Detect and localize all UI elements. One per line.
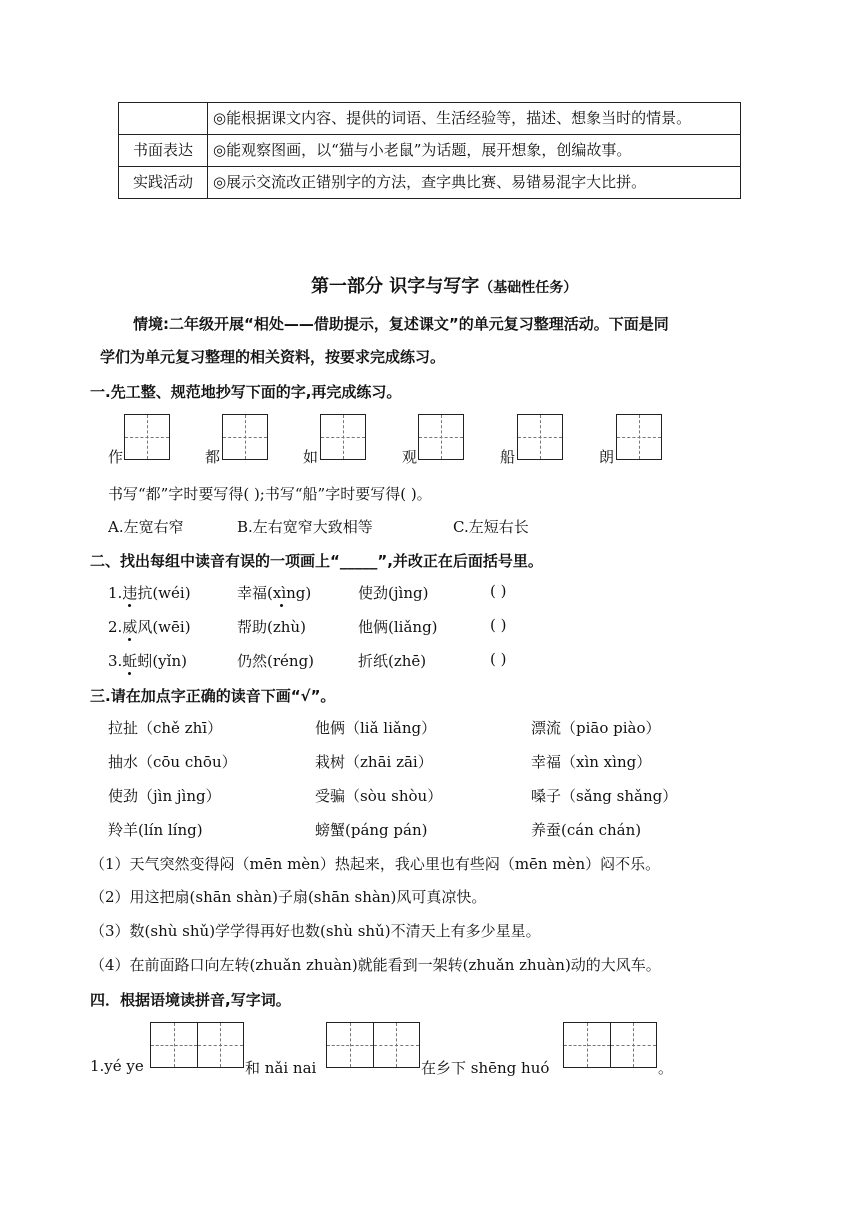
copy-char: 观 [402, 448, 418, 466]
row-number: 3. [108, 652, 123, 670]
table-row [119, 103, 741, 135]
q2-row [108, 582, 191, 603]
word-char: 他 [358, 618, 374, 636]
dotted-char: 蚯 [122, 652, 138, 670]
part-title-sub: （基础性任务） [479, 280, 578, 296]
table-row [119, 135, 741, 167]
answer-blank[interactable]: ( ) [490, 650, 507, 668]
q3-sentence[interactable]: （4）在前面路口向左转(zhuǎn zhuàn)就能看到一架转(zhuǎn zhuàn)动的大风车。 [90, 956, 661, 974]
q3-item[interactable]: 养蚕(cán chán) [531, 821, 642, 839]
table-content-cell: ◎能观察图画，以“猫与小老鼠”为话题，展开想象，创编故事。 [208, 135, 741, 167]
q3-heading: 三.请在加点字正确的读音下画“√”。 [90, 687, 336, 705]
pinyin-item: 纸(zhē) [373, 652, 427, 670]
q4-end: 。 [658, 1059, 674, 1077]
context-line-2: 学们为单元复习整理的相关资料，按要求完成练习。 [100, 348, 446, 366]
q2-row [108, 616, 191, 637]
word-char: 折 [358, 652, 374, 670]
writing-grid[interactable] [616, 414, 662, 460]
table-content-cell: ◎能根据课文内容、提供的词语、生活经验等，描述、想象当时的情景。 [208, 103, 741, 135]
row-number: 2. [108, 618, 123, 636]
writing-grid[interactable] [418, 414, 464, 460]
table-content-cell: ◎展示交流改正错别字的方法，查字典比赛、易错易混字大比拼。 [208, 167, 741, 199]
part-title [311, 272, 577, 298]
q2-item [358, 650, 426, 671]
q4-heading: 四．根据语境读拼音,写字词。 [90, 991, 291, 1009]
table-category-cell: 实践活动 [119, 167, 208, 199]
pinyin-writing-box[interactable] [326, 1022, 420, 1068]
q1-option-a: A.左宽右窄 [108, 518, 184, 536]
q3-item[interactable]: 嗓子（sǎng shǎng） [531, 787, 678, 805]
pinyin-writing-box[interactable] [150, 1022, 244, 1068]
pinyin-item: 助(zhù) [252, 618, 306, 636]
word-char: 仍 [237, 652, 253, 670]
q3-item[interactable]: 抽水（cōu chōu） [108, 753, 237, 771]
writing-grid[interactable] [517, 414, 563, 460]
q3-item[interactable]: 螃蟹(páng pán) [315, 821, 428, 839]
pinyin-item: 风(wēi) [137, 618, 191, 636]
answer-blank[interactable]: ( ) [490, 582, 507, 600]
row-number: 1. [108, 584, 123, 602]
q4-mid-2: 在乡下 shēng huó [421, 1059, 550, 1077]
dotted-char: 违 [122, 584, 138, 602]
writing-grid[interactable] [124, 414, 170, 460]
copy-char: 朗 [599, 448, 615, 466]
pinyin-item: 然(réng) [252, 652, 315, 670]
word-char: 使 [358, 584, 374, 602]
pinyin-writing-box[interactable] [563, 1022, 657, 1068]
pinyin-item: 福(xìng) [252, 584, 312, 602]
objectives-table [118, 102, 741, 199]
copy-char: 船 [500, 448, 516, 466]
q3-sentence[interactable]: （1）天气突然变得闷（mēn mèn）热起来，我心里也有些闷（mēn mèn）闷不乐。 [90, 855, 661, 873]
writing-grid[interactable] [222, 414, 268, 460]
q1-heading: 一.先工整、规范地抄写下面的字,再完成练习。 [90, 383, 402, 401]
q1-option-b: B.左右宽窄大致相等 [237, 518, 373, 536]
q4-mid-1: 和 nǎi nai [245, 1059, 317, 1077]
q3-sentence[interactable]: （3）数(shù shǔ)学学得再好也数(shù shǔ)不清天上有多少星星。 [90, 922, 541, 940]
pinyin-item: 抗(wéi) [137, 584, 191, 602]
table-category-cell: 书面表达 [119, 135, 208, 167]
q2-row [108, 650, 187, 671]
copy-char: 如 [303, 448, 319, 466]
answer-blank[interactable]: ( ) [490, 616, 507, 634]
pinyin-item: 蚓(yǐn) [137, 652, 187, 670]
q3-item[interactable]: 漂流（piāo piào） [531, 719, 661, 737]
q3-sentence[interactable]: （2）用这把扇(shān shàn)子扇(shān shàn)风可真凉快。 [90, 888, 487, 906]
q1-question: 书写“都”字时要写得( );书写“船”字时要写得( )。 [108, 485, 432, 503]
word-char: 帮 [237, 618, 253, 636]
q2-heading: 二、找出每组中读音有误的一项画上“_____”,并改正在后面括号里。 [90, 552, 543, 570]
q3-item[interactable]: 栽树（zhāi zāi） [315, 753, 433, 771]
table-row [119, 167, 741, 199]
q3-item[interactable]: 幸福（xìn xìng） [531, 753, 652, 771]
writing-grid[interactable] [320, 414, 366, 460]
q2-item [358, 582, 428, 603]
copy-char: 都 [205, 448, 221, 466]
q2-item [237, 650, 314, 671]
q3-item[interactable]: 拉扯（chě zhī） [108, 719, 223, 737]
copy-char: 作 [108, 448, 124, 466]
q2-item [237, 616, 306, 637]
pinyin-item: 俩(liǎng) [373, 618, 438, 636]
q3-item[interactable]: 羚羊(lín líng) [108, 821, 203, 839]
part-title-main: 第一部分 识字与写字 [311, 276, 480, 297]
q3-item[interactable]: 受骗（sòu shòu） [315, 787, 443, 805]
q4-line-start: 1.yé ye [90, 1057, 144, 1075]
q1-option-c: C.左短右长 [453, 518, 529, 536]
q2-item [237, 582, 311, 603]
pinyin-item: 劲(jìng) [373, 584, 429, 602]
q3-item[interactable]: 他俩（liǎ liǎng） [315, 719, 437, 737]
q3-item[interactable]: 使劲（jìn jìng） [108, 787, 221, 805]
context-line-1: 情境:二年级开展“相处——借助提示，复述课文”的单元复习整理活动。下面是同 [133, 315, 669, 333]
q2-item [358, 616, 438, 637]
table-category-cell [119, 103, 208, 135]
word-char: 幸 [237, 584, 253, 602]
dotted-char: 威 [122, 618, 138, 636]
